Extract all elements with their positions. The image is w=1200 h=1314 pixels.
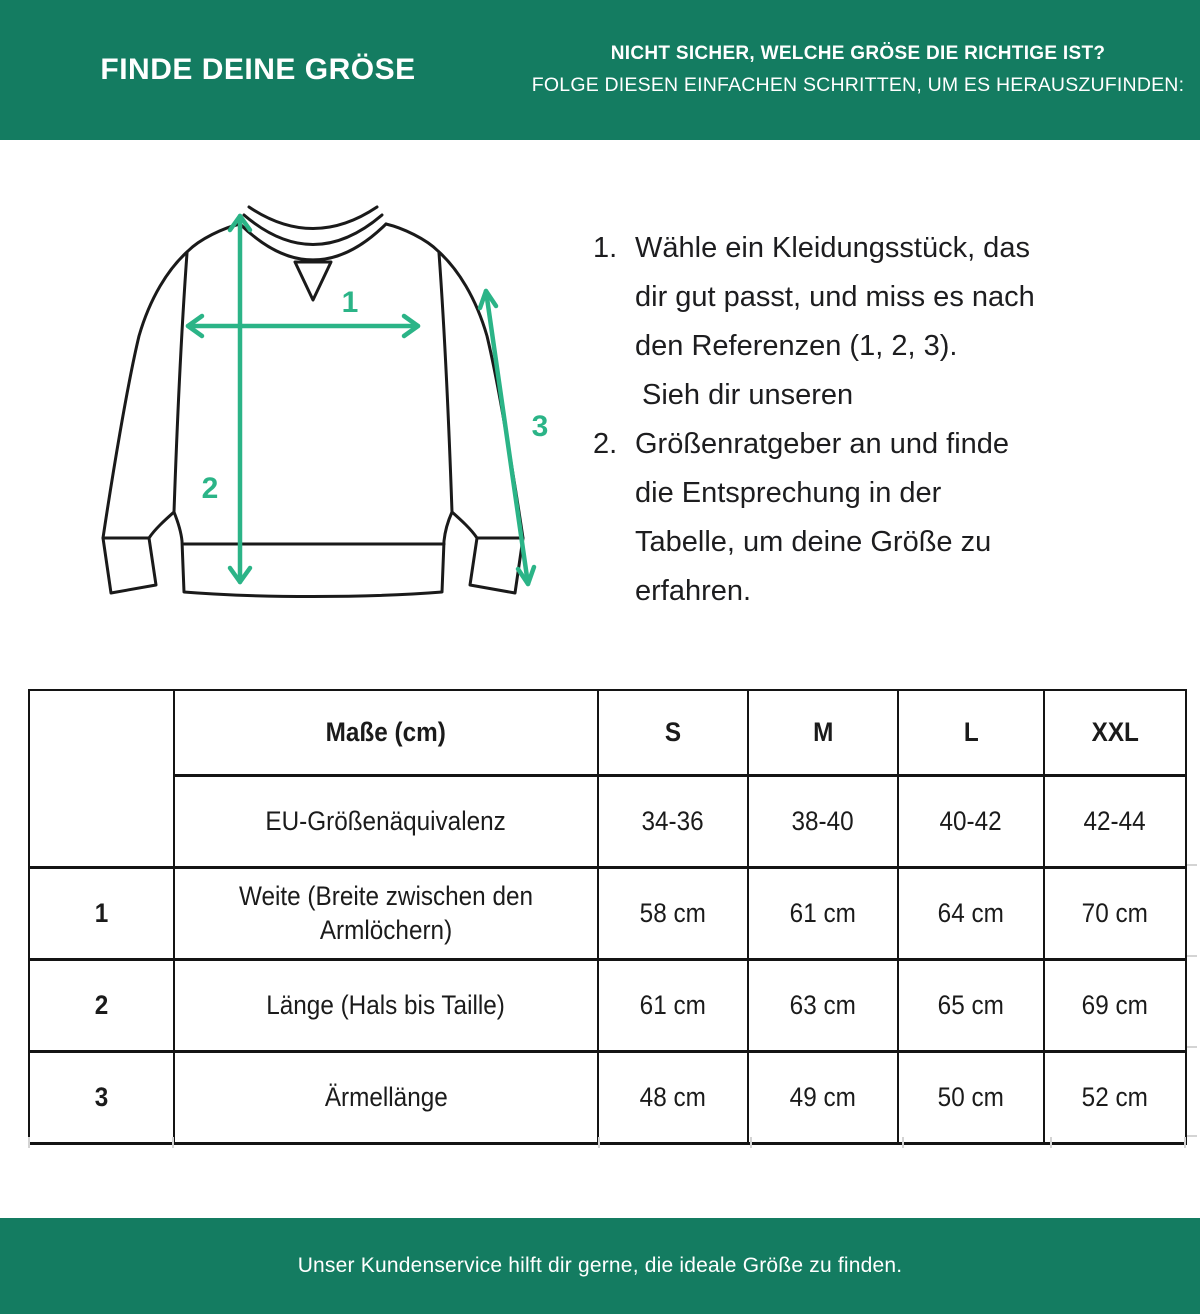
table-row-length (29, 960, 1186, 1052)
sweatshirt-measurement-diagram (88, 186, 558, 638)
step-2-line: die Entsprechung in der (635, 477, 942, 509)
sleeve-value-m: 49 cm (748, 1052, 898, 1144)
column-header-size-xxl: XXL (1044, 690, 1186, 776)
gridline-stub (1184, 1137, 1186, 1148)
step-1 (593, 224, 1153, 420)
page-title: FINDE DEINE GRÖSE (100, 53, 416, 86)
gridline-stub (1187, 955, 1197, 957)
ref-label-2: 2 (201, 472, 219, 505)
step-1-number: 1. (593, 232, 618, 264)
width-arrow (188, 316, 418, 336)
gridline-stub (902, 1137, 904, 1148)
column-header-size-s: S (598, 690, 748, 776)
eu-row-label: EU-Größenäquivalenz (174, 776, 598, 868)
gridline-stub (750, 1137, 752, 1148)
step-1-line: den Referenzen (1, 2, 3). (635, 330, 958, 362)
ref-label-3: 3 (531, 410, 549, 443)
step-1-line: Sieh dir unseren (642, 379, 854, 411)
gridline-stub (1050, 1137, 1052, 1148)
length-value-m: 63 cm (748, 960, 898, 1052)
width-value-s: 58 cm (598, 868, 748, 960)
table-row-width (29, 868, 1186, 960)
eu-value-xxl: 42-44 (1044, 776, 1186, 868)
sweatshirt-outline (103, 207, 523, 597)
banner-question: NICHT SICHER, WELCHE GRÖSE DIE RICHTIGE IST? (610, 43, 1106, 64)
gridline-stub (1187, 1135, 1197, 1137)
column-header-measure: Maße (cm) (174, 690, 598, 776)
banner-left (0, 53, 516, 87)
length-arrow (230, 216, 250, 582)
length-value-l: 65 cm (898, 960, 1044, 1052)
instruction-steps (593, 224, 1153, 616)
step-1-line: Wähle ein Kleidungsstück, das (635, 232, 1030, 264)
table-corner-cell (29, 690, 174, 868)
column-header-size-l: L (898, 690, 1044, 776)
row-ref-number: 1 (29, 868, 174, 960)
width-value-m: 61 cm (748, 868, 898, 960)
table-header-row (29, 690, 1186, 776)
length-value-xxl: 69 cm (1044, 960, 1186, 1052)
customer-service-note: Unser Kundenservice hilft dir gerne, die ideale Größe zu finden. (297, 1254, 903, 1277)
width-value-xxl: 70 cm (1044, 868, 1186, 960)
row-ref-number: 3 (29, 1052, 174, 1144)
top-banner (0, 0, 1200, 140)
gridline-stub (1187, 864, 1197, 866)
eu-equivalence-row (29, 776, 1186, 868)
size-table-section (28, 689, 1187, 1145)
step-2-line: Größenratgeber an und finde (635, 428, 1010, 460)
row-label: Weite (Breite zwischen den Armlöchern) (174, 868, 598, 960)
step-2 (593, 420, 1153, 616)
gridline-stub (28, 1137, 30, 1148)
width-value-l: 64 cm (898, 868, 1044, 960)
gridline-stub (172, 1137, 174, 1148)
eu-value-s: 34-36 (598, 776, 748, 868)
step-2-number: 2. (593, 428, 618, 460)
sleeve-value-l: 50 cm (898, 1052, 1044, 1144)
banner-right (516, 43, 1200, 97)
ref-label-1: 1 (341, 286, 359, 319)
banner-followsteps: FOLGE DIESEN EINFACHEN SCHRITTEN, UM ES HERAUSZUFINDEN: (531, 74, 1185, 96)
eu-value-m: 38-40 (748, 776, 898, 868)
gridline-stub (598, 1137, 600, 1148)
row-label: Ärmellänge (174, 1052, 598, 1144)
bottom-banner (0, 1218, 1200, 1314)
sleeve-value-xxl: 52 cm (1044, 1052, 1186, 1144)
row-label: Länge (Hals bis Taille) (174, 960, 598, 1052)
step-2-line: erfahren. (635, 575, 752, 607)
row-ref-number: 2 (29, 960, 174, 1052)
length-value-s: 61 cm (598, 960, 748, 1052)
table-row-sleeve (29, 1052, 1186, 1144)
hero-section (0, 140, 1200, 690)
eu-value-l: 40-42 (898, 776, 1044, 868)
step-1-line: dir gut passt, und miss es nach (635, 281, 1035, 313)
column-header-size-m: M (748, 690, 898, 776)
step-2-line: Tabelle, um deine Größe zu (635, 526, 992, 558)
sleeve-value-s: 48 cm (598, 1052, 748, 1144)
gridline-stub (1187, 1046, 1197, 1048)
size-table (28, 689, 1187, 1145)
